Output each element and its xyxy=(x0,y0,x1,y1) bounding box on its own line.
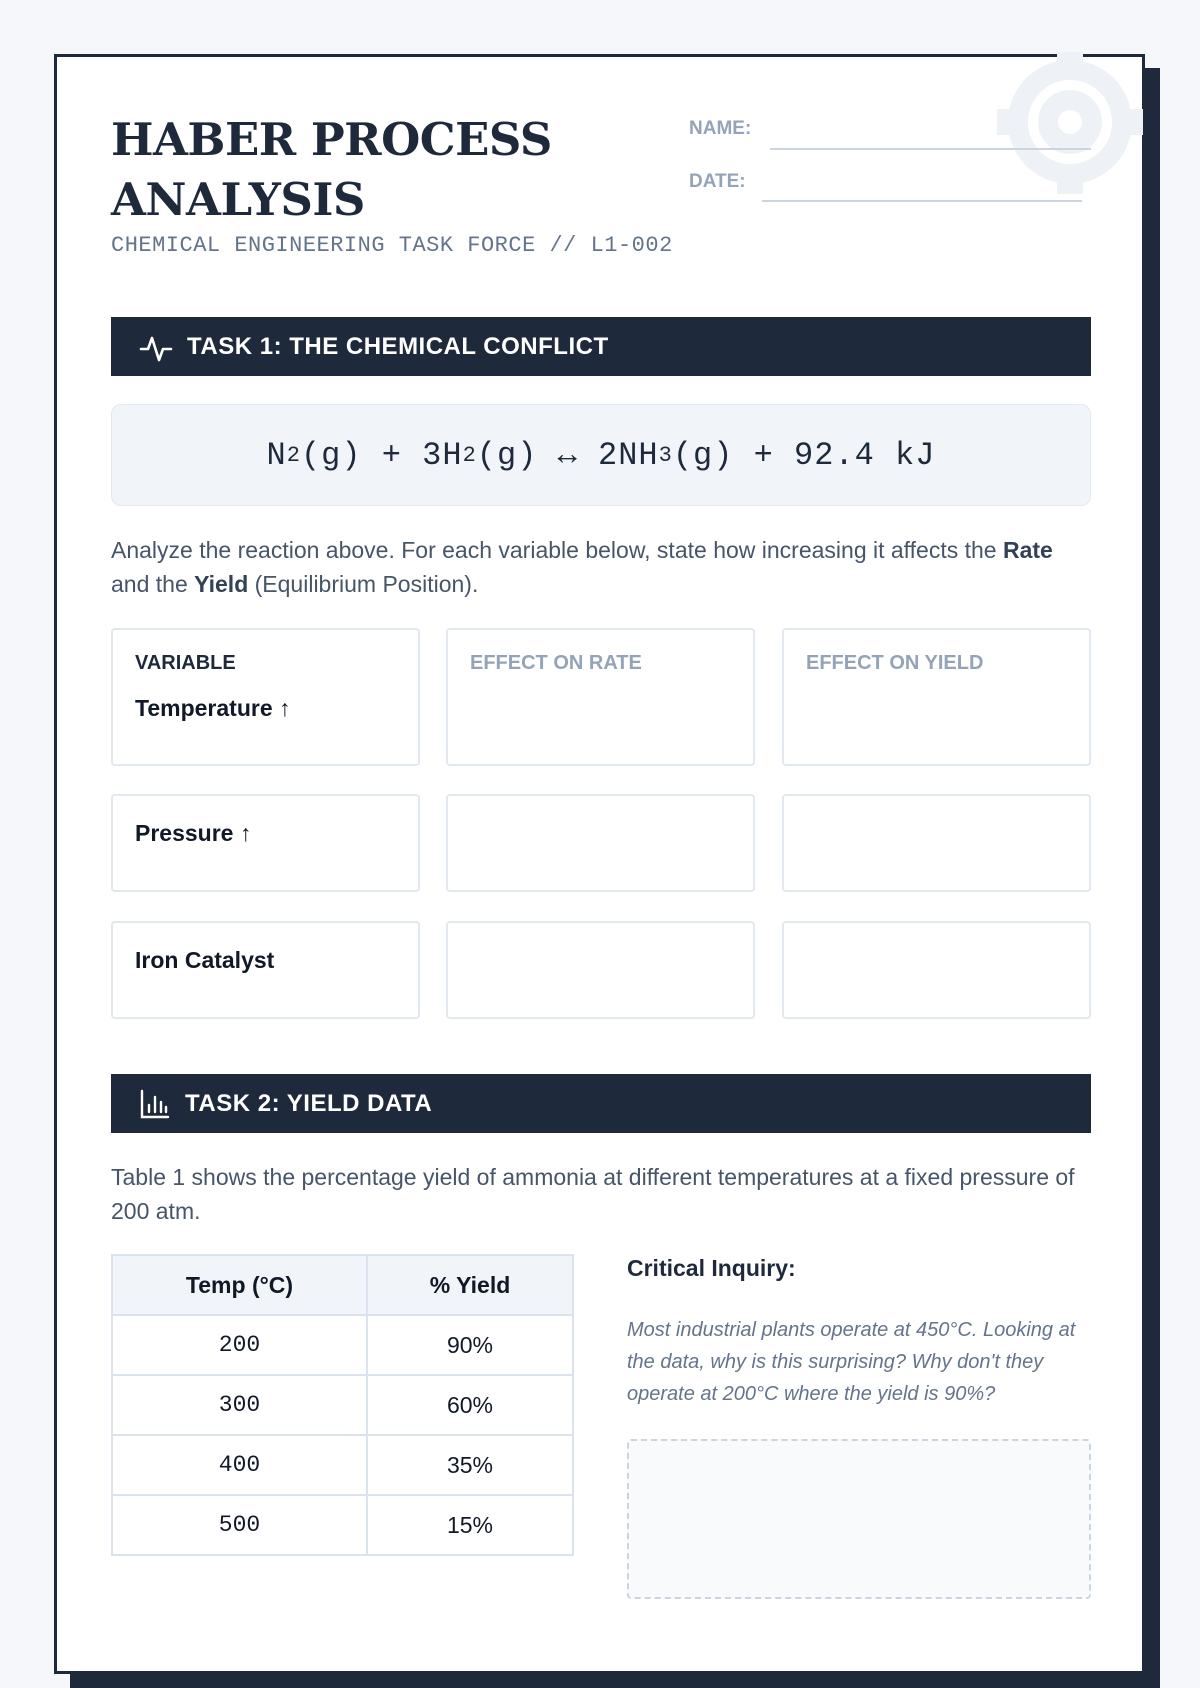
name-field[interactable] xyxy=(770,148,1091,150)
title-line-2: ANALYSIS xyxy=(111,173,365,226)
variable-temperature: Temperature ↑ xyxy=(135,695,291,721)
variable-catalyst: Iron Catalyst xyxy=(135,947,275,973)
instr-rate: Rate xyxy=(1002,537,1053,563)
eq-tail: (g) + 92.4 kJ xyxy=(672,436,936,474)
eq-part2: (g) + 3H xyxy=(300,436,463,474)
page-title xyxy=(111,110,552,230)
instr-part2: and the xyxy=(111,571,195,597)
rate-answer-catalyst[interactable] xyxy=(446,921,755,1019)
eq-part3: (g) ↔ 2NH xyxy=(476,436,659,474)
date-field[interactable] xyxy=(762,200,1082,202)
task2-intro: Table 1 shows the percentage yield of ammonia at different temperatures at a fixed pressure of 200 atm. xyxy=(111,1164,1075,1224)
table-cell-temp: 200 xyxy=(112,1315,367,1375)
name-label: NAME: xyxy=(689,118,752,139)
table-header-temp: Temp (°C) xyxy=(112,1255,367,1315)
variable-cell xyxy=(111,628,420,766)
task1-header xyxy=(111,317,1091,376)
variable-cell xyxy=(111,794,420,892)
task1-title: TASK 1: THE CHEMICAL CONFLICT xyxy=(187,332,609,360)
table-cell-yield: 15% xyxy=(367,1495,573,1555)
rate-answer-pressure[interactable] xyxy=(446,794,755,892)
yield-column-header: EFFECT ON YIELD xyxy=(806,652,984,674)
instr-yield: Yield xyxy=(194,571,249,597)
table-cell-yield: 35% xyxy=(367,1435,573,1495)
yield-data-table xyxy=(111,1254,574,1556)
yield-answer-temperature[interactable] xyxy=(782,628,1091,766)
eq-n2: N xyxy=(266,436,287,474)
variable-cell xyxy=(111,921,420,1019)
task1-instructions xyxy=(111,533,1091,601)
critical-inquiry-title: Critical Inquiry: xyxy=(627,1255,796,1281)
table-row xyxy=(112,1435,573,1495)
task2-title: TASK 2: YIELD DATA xyxy=(185,1089,433,1117)
eq-nh3-sub: 3 xyxy=(658,442,673,468)
gear-icon xyxy=(985,52,1155,222)
table-row xyxy=(112,1375,573,1435)
table-row xyxy=(112,1315,573,1375)
critical-inquiry-answer-box[interactable] xyxy=(627,1439,1091,1599)
instr-part3: (Equilibrium Position). xyxy=(248,571,479,597)
table-cell-yield: 60% xyxy=(367,1375,573,1435)
yield-answer-catalyst[interactable] xyxy=(782,921,1091,1019)
table-cell-temp: 400 xyxy=(112,1435,367,1495)
table-row xyxy=(112,1495,573,1555)
chemical-equation xyxy=(111,404,1091,506)
variable-pressure: Pressure ↑ xyxy=(135,820,252,846)
table-header-row xyxy=(112,1255,573,1315)
yield-answer-pressure[interactable] xyxy=(782,794,1091,892)
page-subtitle: CHEMICAL ENGINEERING TASK FORCE // L1-002 xyxy=(111,233,673,258)
critical-inquiry-question: Most industrial plants operate at 450°C. Looking at the data, why is this surprising? Why don't they operate at 200°C where the yield is 90%? xyxy=(627,1319,1076,1405)
rate-answer-temperature[interactable] xyxy=(446,628,755,766)
table-cell-temp: 300 xyxy=(112,1375,367,1435)
bar-chart-icon xyxy=(139,1088,171,1120)
eq-h2-sub: 2 xyxy=(462,442,477,468)
task2-header xyxy=(111,1074,1091,1133)
variable-column-header: VARIABLE xyxy=(135,652,236,674)
table-cell-yield: 90% xyxy=(367,1315,573,1375)
date-label: DATE: xyxy=(689,171,746,192)
title-line-1: HABER PROCESS xyxy=(111,113,552,166)
table-header-yield: % Yield xyxy=(367,1255,573,1315)
rate-column-header: EFFECT ON RATE xyxy=(470,652,642,674)
table-cell-temp: 500 xyxy=(112,1495,367,1555)
instr-part1: Analyze the reaction above. For each variable below, state how increasing it affects the xyxy=(111,537,1003,563)
activity-pulse-icon xyxy=(139,330,173,364)
eq-n2-sub: 2 xyxy=(286,442,301,468)
